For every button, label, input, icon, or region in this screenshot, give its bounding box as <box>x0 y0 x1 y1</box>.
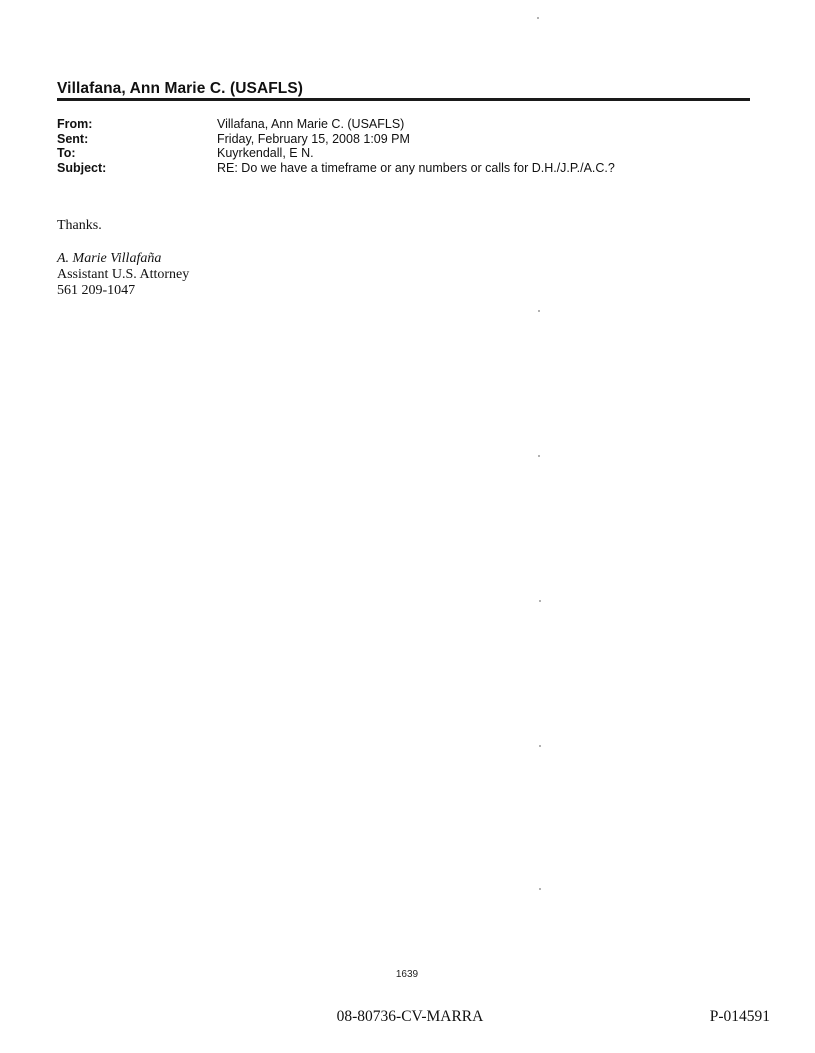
scan-speck <box>537 17 539 19</box>
scan-speck <box>539 888 541 890</box>
sent-value: Friday, February 15, 2008 1:09 PM <box>217 131 410 146</box>
signature-name: A. Marie Villafaña <box>57 251 162 266</box>
signature-phone: 561 209-1047 <box>57 283 136 298</box>
subject-value: RE: Do we have a timeframe or any numbers or calls for D.H./J.P./A.C.? <box>217 160 615 175</box>
header-row-to <box>57 146 615 161</box>
scan-speck <box>538 455 540 457</box>
header-row-sent <box>57 132 615 147</box>
scan-speck <box>539 600 541 602</box>
case-number: 08-80736-CV-MARRA <box>336 1008 484 1025</box>
subject-label: Subject: <box>57 160 107 175</box>
scan-speck <box>539 745 541 747</box>
email-header <box>57 117 615 175</box>
heading-divider <box>57 98 750 101</box>
header-row-from <box>57 117 615 132</box>
scan-speck <box>538 310 540 312</box>
bates-number: P-014591 <box>709 1008 770 1025</box>
sender-heading: Villafana, Ann Marie C. (USAFLS) <box>57 80 304 97</box>
header-row-subject <box>57 161 615 176</box>
page-number: 1639 <box>395 969 419 980</box>
to-value: Kuyrkendall, E N. <box>217 146 314 160</box>
from-label: From: <box>57 117 93 131</box>
to-label: To: <box>57 146 76 160</box>
signature-title: Assistant U.S. Attorney <box>57 267 190 282</box>
sent-label: Sent: <box>57 131 89 146</box>
email-body-text: Thanks. <box>57 218 102 233</box>
from-value: Villafana, Ann Marie C. (USAFLS) <box>217 117 405 131</box>
